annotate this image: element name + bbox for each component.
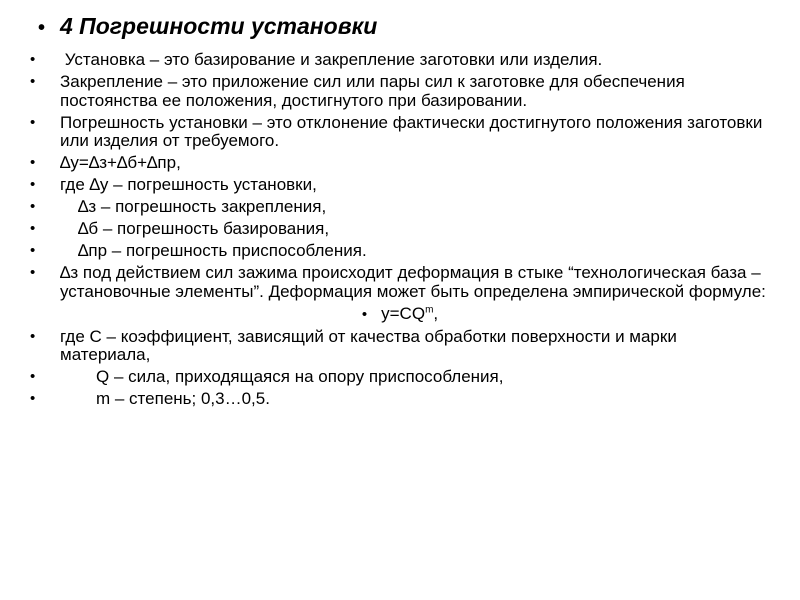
bullet-icon: • [30,220,36,237]
formula-text: у=CQ [381,303,426,323]
list-item [30,220,770,239]
bullet-icon: • [30,327,36,345]
title-text: 4 Погрешности установки [60,13,378,39]
list-item-text: m – степень; 0,3…0,5. [96,389,270,408]
list-item [30,73,770,110]
bullet-icon: • [30,198,36,215]
bullet-icon: • [30,242,36,259]
list-item-text: где ∆у – погрешность установки, [60,175,317,194]
bullet-icon: • [30,390,36,407]
list-item-text: Q – сила, приходящаяся на опору приспособления, [96,367,504,386]
list-item [30,264,770,301]
list-item [30,176,770,195]
title-bullet: • [38,17,46,39]
bullet-icon: • [30,368,36,385]
list-item [30,154,770,173]
list-item [30,242,770,261]
list-item [30,198,770,217]
list-item-text: ∆з под действием сил зажима происходит деформация в стыке “технологическая база – установочные элементы”. Деформация может быть определена эмпирической формуле: [60,263,766,301]
list-item-text: Закрепление – это приложение сил или пары сил к заготовке для обеспечения постоянства ее положения, достигнутого при базировании. [60,72,685,110]
list-item-text: ∆пр – погрешность приспособления. [78,241,367,260]
list-item-text: ∆у=∆з+∆б+∆пр, [60,153,181,172]
bullet-icon: • [30,51,36,68]
slide-title [38,12,377,42]
list-item [30,328,770,365]
list-item-text: ∆з – погрешность закрепления, [78,197,327,216]
list-item [30,51,770,70]
bullet-icon: • [30,154,36,171]
formula-item [30,305,770,325]
list-item-text: Установка – это базирование и закрепление заготовки или изделия. [64,50,603,69]
bullet-list [30,51,770,412]
bullet-icon: • [30,176,36,193]
formula-exponent: m [425,303,434,315]
list-item [30,368,770,387]
bullet-icon: • [361,305,368,323]
list-item [30,114,770,151]
list-item-text: Погрешность установки – это отклонение фактически достигнутого положения заготовки или изделия от требуемого. [60,112,763,150]
formula-comma: , [433,303,439,323]
bullet-icon: • [30,113,36,131]
list-item-text: ∆б – погрешность базирования, [78,219,330,238]
list-item [30,390,770,409]
bullet-icon: • [30,73,36,90]
bullet-icon: • [30,264,36,281]
list-item-text: где С – коэффициент, зависящий от качества обработки поверхности и марки материала, [60,326,677,364]
